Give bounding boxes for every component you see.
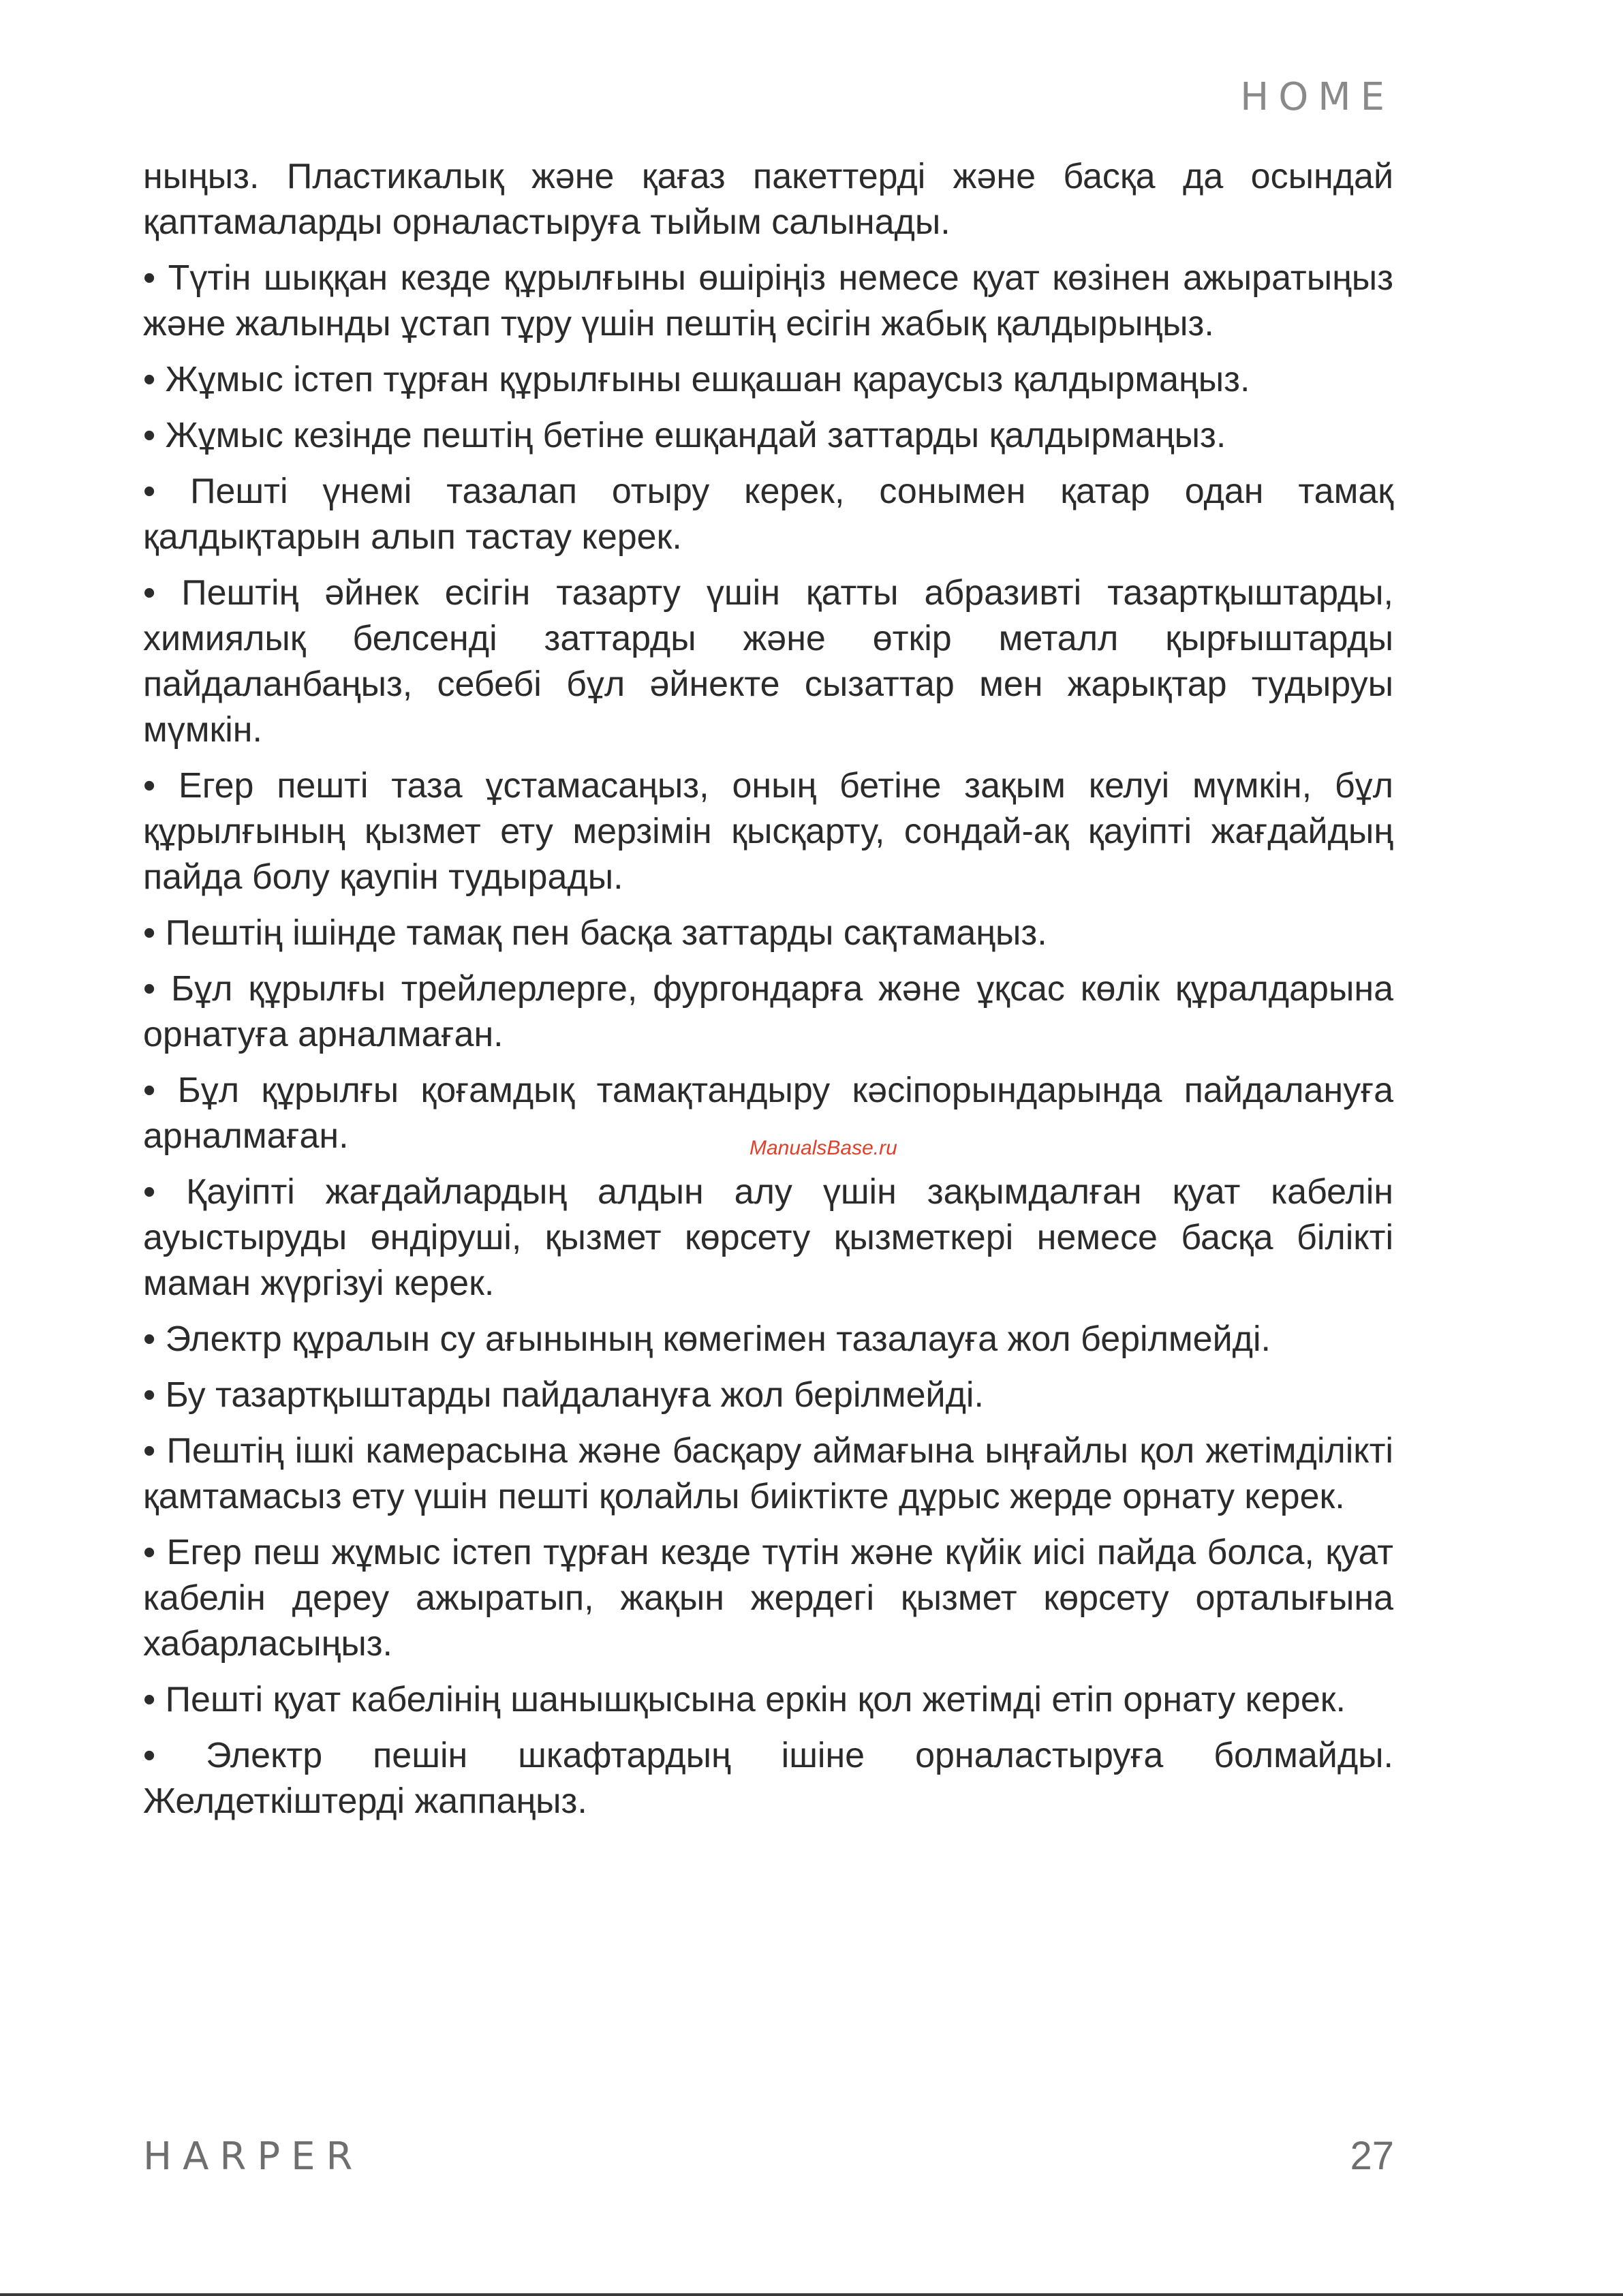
paragraph: • Пешті қуат кабелінің шанышқысына еркін қол жетімді етіп орнату керек. xyxy=(143,1680,1346,1719)
paragraph: • Түтін шыққан кезде құрылғыны өшіріңіз немесе қуат көзінен ажыратыңыз және жалынды ұстап тұру үшін пештің есігін жабық қалдырыңыз. xyxy=(143,258,1393,343)
document-body xyxy=(143,154,1393,1835)
paragraph: • Пештің ішінде тамақ пен басқа заттарды сақтамаңыз. xyxy=(143,913,1047,953)
paragraph: • Электр құралын су ағынының көмегімен тазалауға жол берілмейді. xyxy=(143,1319,1271,1359)
paragraph: • Егер пеш жұмыс істеп тұрған кезде түтін және күйік иісі пайда болса, қуат кабелін дереу ажыратып, жақын жердегі қызмет көрсету орталығына хабарласыңыз. xyxy=(143,1533,1393,1664)
paragraph: • Бұл құрылғы қоғамдық тамақтандыру кәсіпорындарында пайдалануға арналмаған. xyxy=(143,1071,1393,1156)
paragraph: • Электр пешін шкафтардың ішіне орналастыруға болмайды. Желдеткіштерді жаппаңыз. xyxy=(143,1736,1393,1821)
paragraph: • Пештің ішкі камерасына және басқару аймағына ыңғайлы қол жетімділікті қамтамасыз ету үшін пешті қолайлы биіктікте дұрыс жерде орнату керек. xyxy=(143,1431,1393,1516)
page-bottom-border xyxy=(0,2293,1623,2296)
paragraph: • Қауіпті жағдайлардың алдын алу үшін зақымдалған қуат кабелін ауыстыруды өндіруші, қызмет көрсету қызметкері немесе басқа білікті маман жүргізуі керек. xyxy=(143,1172,1393,1303)
header-brand-logo: HOME xyxy=(1240,75,1394,119)
footer-brand-logo: HARPER xyxy=(143,2134,364,2179)
paragraph: • Бұл құрылғы трейлерлерге, фургондарға және ұқсас көлік құралдарына орнатуға арналмаған. xyxy=(143,969,1393,1054)
page-number: 27 xyxy=(1350,2134,1394,2178)
paragraph: • Жұмыс істеп тұрған құрылғыны ешқашан қараусыз қалдырмаңыз. xyxy=(143,360,1250,399)
paragraph: • Пешті үнемі тазалап отыру керек, сонымен қатар одан тамақ қалдықтарын алып тастау керек. xyxy=(143,472,1393,557)
paragraph: • Егер пешті таза ұстамасаңыз, оның бетіне зақым келуі мүмкін, бұл құрылғының қызмет ету мерзімін қысқарту, сондай-ақ қауіпті жағдайдың пайда болу қаупін тудырады. xyxy=(143,766,1393,897)
paragraph: • Жұмыс кезінде пештің бетіне ешқандай заттарды қалдырмаңыз. xyxy=(143,416,1226,455)
paragraph: • Бу тазартқыштарды пайдалануға жол берілмейді. xyxy=(143,1375,984,1415)
paragraph: • Пештің әйнек есігін тазарту үшін қатты абразивті тазартқыштарды, химиялық белсенді заттарды және өткір металл қырғыштарды пайдаланбаңыз, себебі бұл әйнекте сызаттар мен жарықтар тудыруы мүмкін. xyxy=(143,573,1393,750)
paragraph: ныңыз. Пластикалық және қағаз пакеттерді және басқа да осындай қаптамаларды орналастыруға тыйым салынады. xyxy=(143,157,1393,242)
watermark-link[interactable]: ManualsBase.ru xyxy=(749,1137,897,1159)
